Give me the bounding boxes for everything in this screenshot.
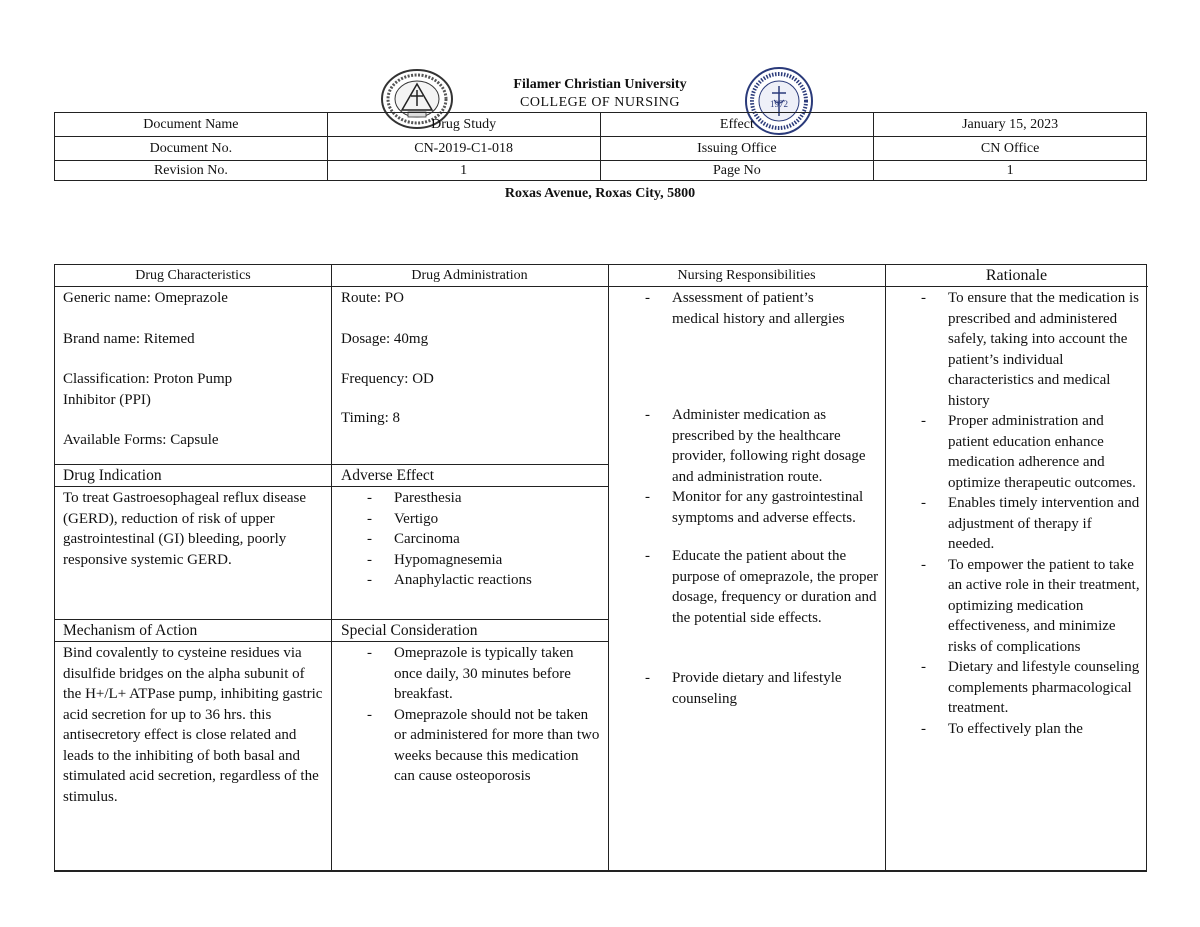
drug-administration [341, 288, 601, 428]
list-item: - To empower the patient to take an active role in their treatment, optimizing medication effectiveness, and minimize risks of complications [915, 555, 1141, 658]
list-item: - Monitor for any gastrointestinal symptoms and adverse effects. [639, 487, 879, 528]
meta-cell: Document Name [55, 113, 328, 137]
list-item: - Carcinoma [361, 529, 601, 550]
list-item: - Paresthesia [361, 488, 601, 509]
meta-cell: Issuing Office [600, 137, 874, 161]
list-item: - Hypomagnesemia [361, 550, 601, 571]
frequency: Frequency: OD [341, 371, 434, 387]
list-item: - Assessment of patient’s medical history and allergies [639, 288, 852, 329]
list-item: - Educate the patient about the purpose of omeprazole, the proper dosage, frequency or duration and the potential side effects. [639, 546, 879, 628]
mechanism-text: Bind covalently to cysteine residues via disulfide bridges on the alpha subunit of the H+/L+ ATPase pump, inhibiting gastric acid secretion for up to 36 hrs. this antisecretory effect is close related and leads to the inhibiting of both basal and stimulated acid secretion, regardless of the stimulus. [63, 645, 323, 805]
meta-cell: Page No [600, 161, 874, 181]
table-row [55, 137, 1147, 161]
meta-cell: Document No. [55, 137, 328, 161]
list-item: - Enables timely intervention and adjustment of therapy if needed. [915, 493, 1141, 555]
classification: Classification: Proton Pump Inhibitor (PPI) [63, 371, 233, 408]
address: Roxas Avenue, Roxas City, 5800 [504, 186, 696, 201]
list-item: - Proper administration and patient education enhance medication adherence and optimize therapeutic outcomes. [915, 411, 1141, 493]
drug-indication-text: To treat Gastroesophageal reflux disease (GERD), reduction of risk of upper gastrointestinal (GI) bleeding, poorly responsive systemic GERD. [63, 490, 307, 568]
column-header: Drug Administration [411, 268, 528, 283]
mechanism-label: Mechanism of Action [63, 622, 198, 639]
rationale-list [915, 288, 1141, 739]
college-name: COLLEGE OF NURSING [520, 95, 680, 110]
timing: Timing: 8 [341, 409, 401, 426]
column-header: Nursing Responsibilities [677, 268, 816, 283]
svg-text:1972: 1972 [770, 99, 788, 109]
drug-study-table [54, 264, 1147, 872]
generic-name: Generic name: Omeprazole [63, 290, 228, 306]
list-item: - Omeprazole is typically taken once daily, 30 minutes before breakfast. [361, 643, 601, 705]
route: Route: PO [341, 290, 404, 306]
list-item: - Vertigo [361, 509, 601, 530]
list-item: - To ensure that the medication is prescribed and administered safely, taking into account the patient’s individual characteristics and medical history [915, 288, 1141, 411]
adverse-effect-list [361, 488, 601, 591]
table-row [55, 113, 1147, 137]
brand-name: Brand name: Ritemed [63, 330, 195, 347]
list-item: - Omeprazole should not be taken or administered for more than two weeks because this medication can cause osteoporosis [361, 705, 601, 787]
meta-cell: CN-2019-C1-018 [327, 137, 600, 161]
table-row [55, 161, 1147, 181]
list-item: - To effectively plan the [915, 719, 1141, 740]
drug-characteristics [63, 288, 325, 451]
list-item: - Provide dietary and lifestyle counseling [639, 668, 879, 709]
adverse-effect-label: Adverse Effect [341, 467, 435, 484]
special-consideration-list [361, 643, 601, 787]
document-info-table [54, 112, 1147, 181]
meta-cell: Revision No. [55, 161, 328, 181]
university-name: Filamer Christian University [513, 77, 687, 92]
special-consideration-label: Special Consideration [341, 622, 478, 639]
meta-cell: Drug Study [327, 113, 600, 137]
dosage: Dosage: 40mg [341, 330, 429, 347]
column-header: Drug Characteristics [135, 268, 251, 283]
list-item: - Dietary and lifestyle counseling complements pharmacological treatment. [915, 657, 1141, 719]
meta-cell: 1 [874, 161, 1147, 181]
meta-cell: January 15, 2023 [874, 113, 1147, 137]
meta-cell: Effect [600, 113, 874, 137]
list-item: - Administer medication as prescribed by the healthcare provider, following right dosage and administration route. [639, 405, 879, 487]
nursing-responsibilities-list [639, 288, 879, 709]
meta-cell: 1 [327, 161, 600, 181]
available-forms: Available Forms: Capsule [63, 432, 219, 448]
list-item: - Anaphylactic reactions [361, 570, 601, 591]
drug-indication-label: Drug Indication [63, 467, 162, 484]
meta-cell: CN Office [874, 137, 1147, 161]
column-header: Rationale [985, 267, 1048, 284]
